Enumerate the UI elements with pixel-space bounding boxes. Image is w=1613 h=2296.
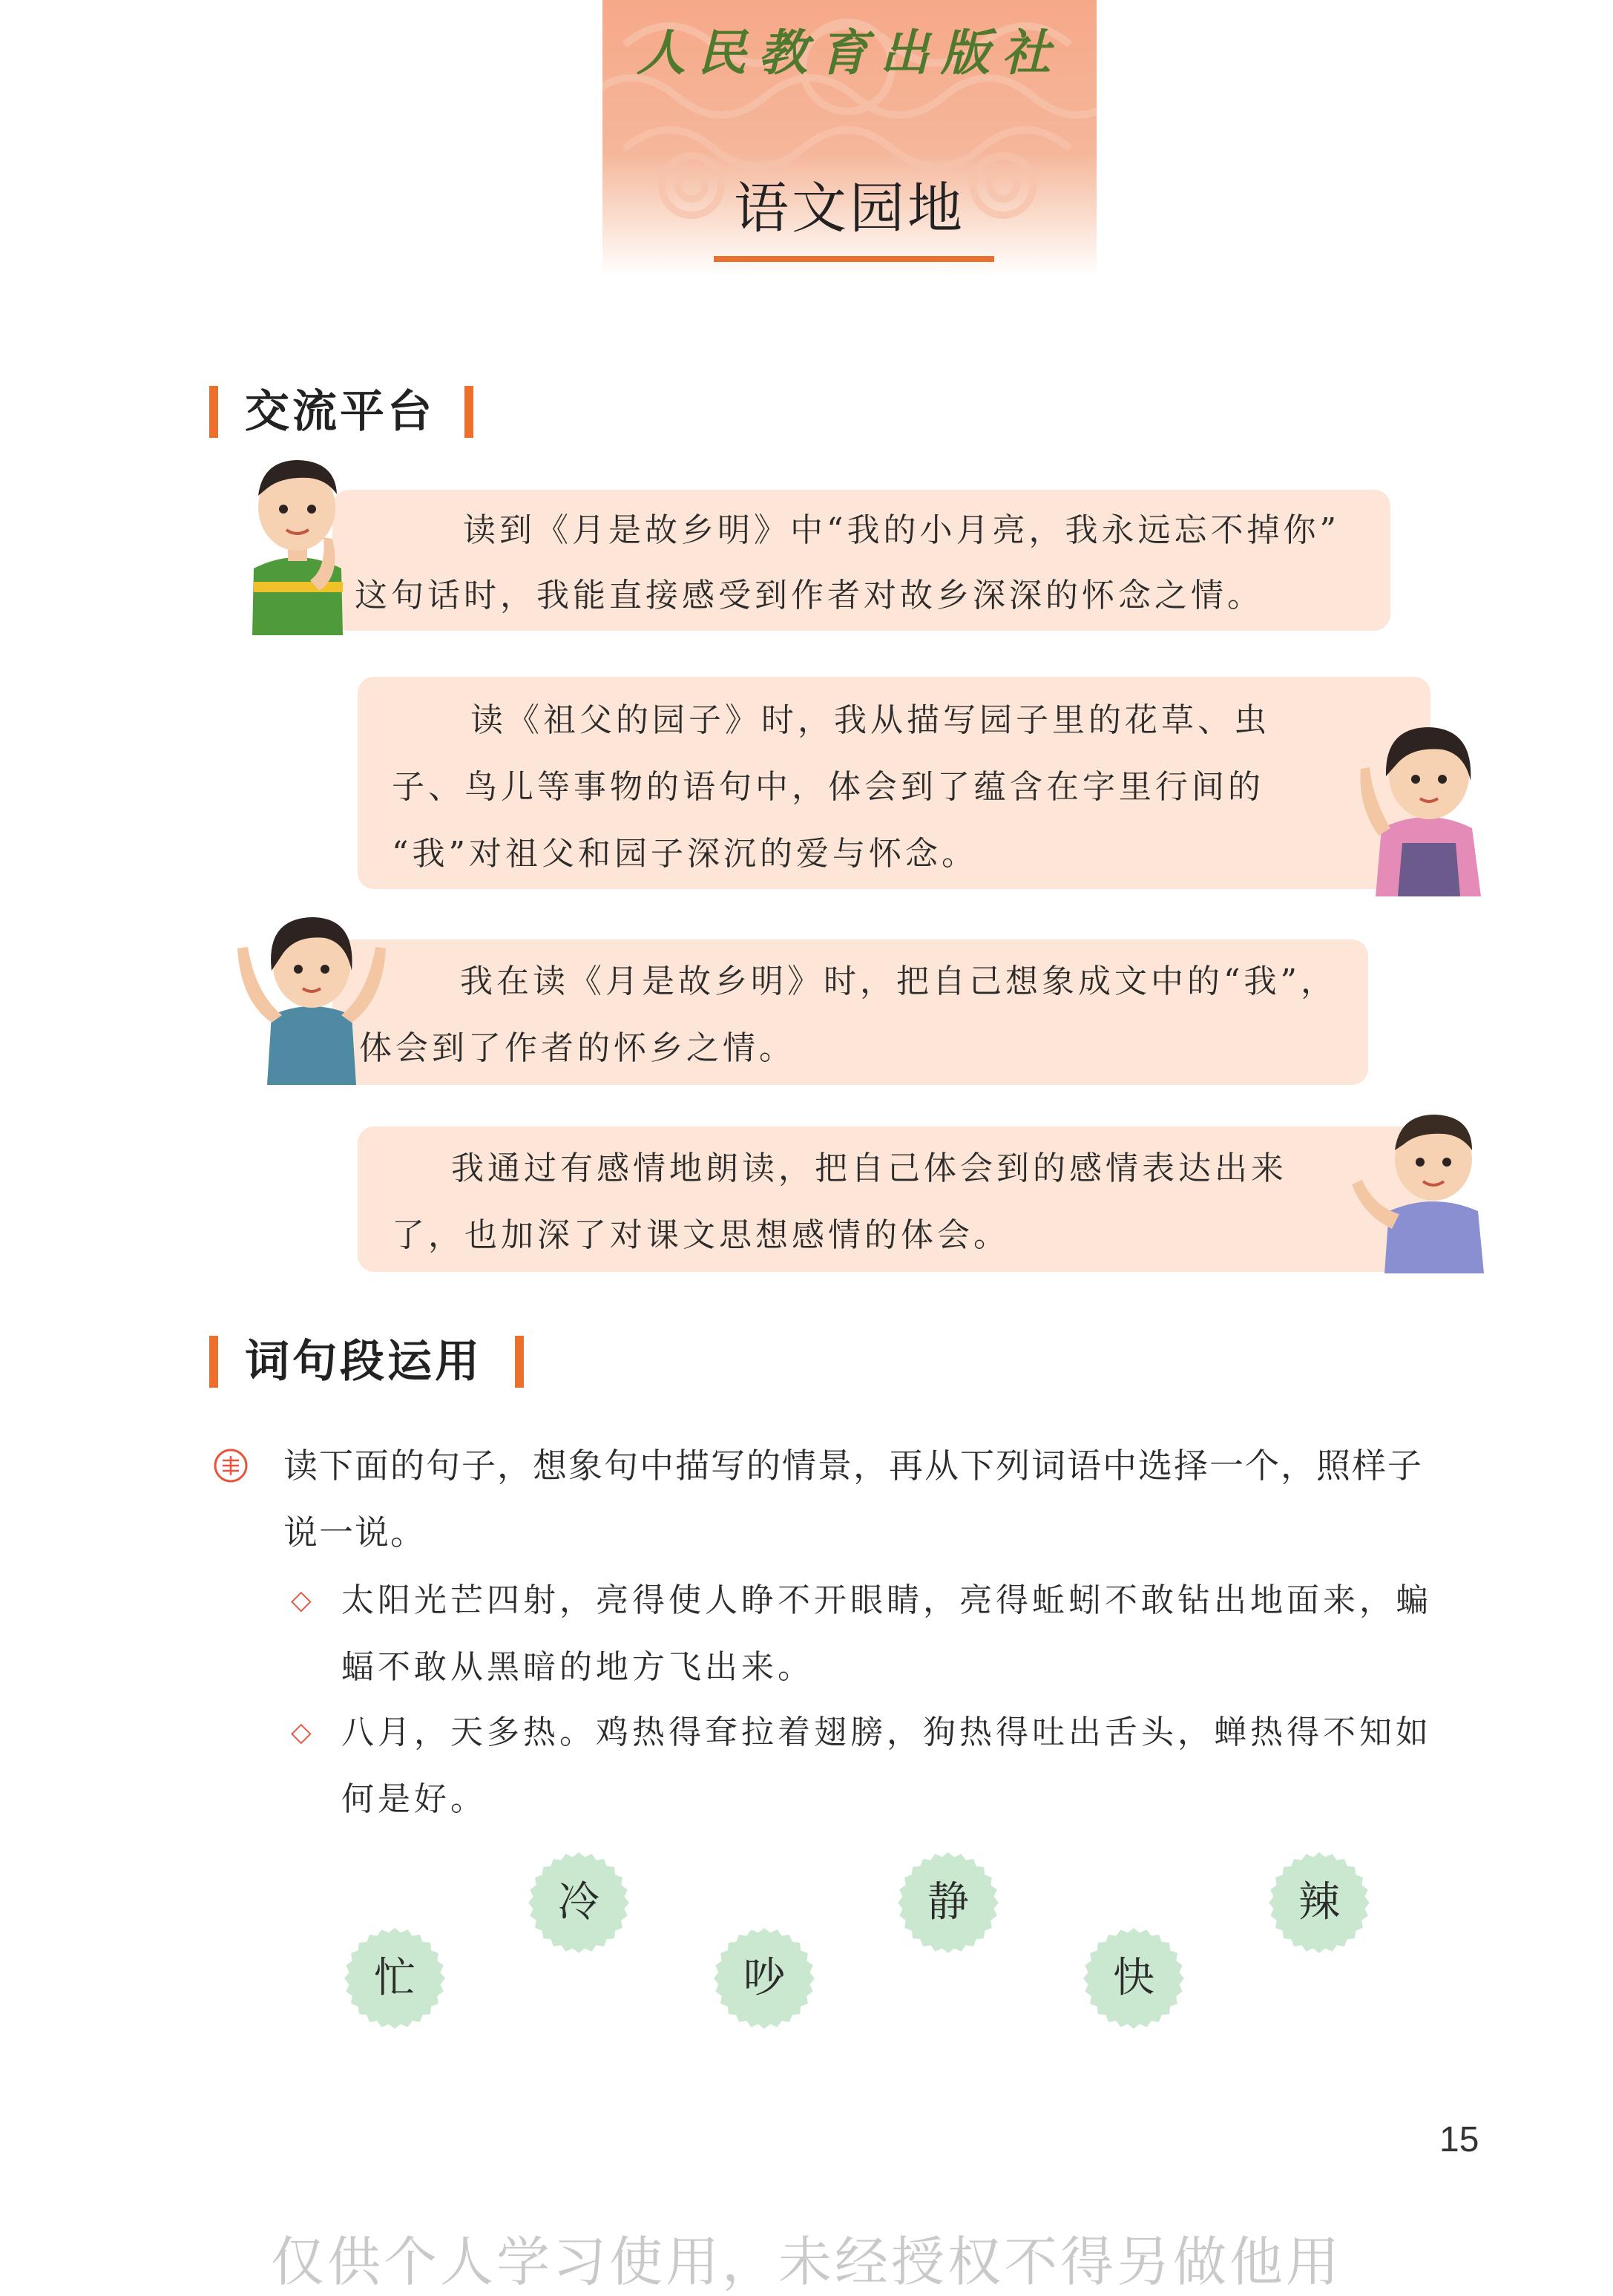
example-sentence-2 [341, 1699, 1506, 1833]
speech-bubble-1 [332, 490, 1390, 631]
instruction-line-2: 说一说。 [283, 1512, 426, 1552]
boy-thinking-icon [237, 450, 356, 635]
section-bar-left [209, 386, 218, 438]
example-2-line-2: 何是好。 [341, 1780, 487, 1818]
watermark-notice: 仅供个人学习使用，未经授权不得另做他用 [270, 2231, 1342, 2293]
section-bar-left [209, 1336, 218, 1388]
bubble-4-line-2: 了，也加深了对课文思想感情的体会。 [392, 1216, 1010, 1254]
example-sentence-1 [341, 1567, 1506, 1701]
word-chip-label: 快 [1113, 1954, 1154, 2002]
diamond-bullet-icon: ◇ [291, 1717, 312, 1748]
section-bar-right [464, 386, 473, 438]
bubble-2-line-3: “我”对祖父和园子深沉的爱与怀念。 [392, 835, 978, 873]
publisher-logo: 人民教育出版社 [637, 24, 1062, 82]
word-chip-label: 辣 [1298, 1878, 1340, 1926]
bubble-1-line-1: 读到《月是故乡明》中“我的小月亮，我永远忘不掉你” [463, 511, 1340, 549]
word-chip-label: 冷 [558, 1878, 599, 1926]
bubble-3-line-2: 体会到了作者的怀乡之情。 [359, 1029, 795, 1067]
girl-pointing-icon [1346, 717, 1502, 896]
girl-shrugging-icon [230, 904, 393, 1085]
word-chip-cold[interactable] [527, 1851, 631, 1955]
diamond-bullet-icon: ◇ [291, 1585, 312, 1616]
speech-bubble-2 [358, 677, 1430, 889]
exercise-seal-icon [212, 1447, 249, 1484]
bubble-1-line-2: 这句话时，我能直接感受到作者对故乡深深的怀念之情。 [355, 577, 1264, 614]
word-chip-fast[interactable] [1082, 1926, 1186, 2030]
word-chip-noisy[interactable] [712, 1926, 816, 2030]
word-chip-label: 吵 [743, 1954, 785, 2002]
page-number: 15 [1439, 2120, 1479, 2159]
bubble-4-line-1: 我通过有感情地朗读，把自己体会到的感情表达出来 [451, 1149, 1287, 1187]
word-chip-label: 静 [927, 1878, 969, 1926]
word-chip-label: 忙 [374, 1954, 415, 2002]
boy-presenting-icon [1340, 1103, 1503, 1273]
example-1-line-1: 太阳光芒四射，亮得使人睁不开眼睛，亮得蚯蚓不敢钻出地面来，蝙 [341, 1581, 1432, 1619]
bubble-3-line-1: 我在读《月是故乡明》时，把自己想象成文中的“我”， [460, 962, 1337, 1000]
bubble-2-line-1: 读《祖父的园子》时，我从描写园子里的花草、虫 [470, 701, 1270, 739]
exercise-instruction [283, 1432, 1500, 1566]
section-title-exchange: 交流平台 [245, 386, 435, 438]
example-2-line-1: 八月，天多热。鸡热得耷拉着翅膀，狗热得吐出舌头，蝉热得不知如 [341, 1713, 1432, 1751]
speech-bubble-3 [332, 939, 1368, 1085]
word-chip-spicy[interactable] [1267, 1851, 1371, 1955]
word-chip-quiet[interactable] [896, 1851, 1000, 1955]
section-bar-right [515, 1336, 524, 1388]
word-chip-busy[interactable] [343, 1926, 447, 2030]
example-1-line-2: 蝠不敢从黑暗的地方飞出来。 [341, 1648, 814, 1686]
title-underline [714, 256, 994, 262]
instruction-line-1: 读下面的句子，想象句中描写的情景，再从下列词语中选择一个，照样子 [283, 1446, 1423, 1486]
section-title-usage: 词句段运用 [245, 1336, 482, 1388]
bubble-2-line-2: 子、鸟儿等事物的语句中，体会到了蕴含在字里行间的 [392, 768, 1264, 806]
speech-bubble-4 [358, 1126, 1430, 1272]
chapter-title: 语文园地 [734, 177, 965, 240]
